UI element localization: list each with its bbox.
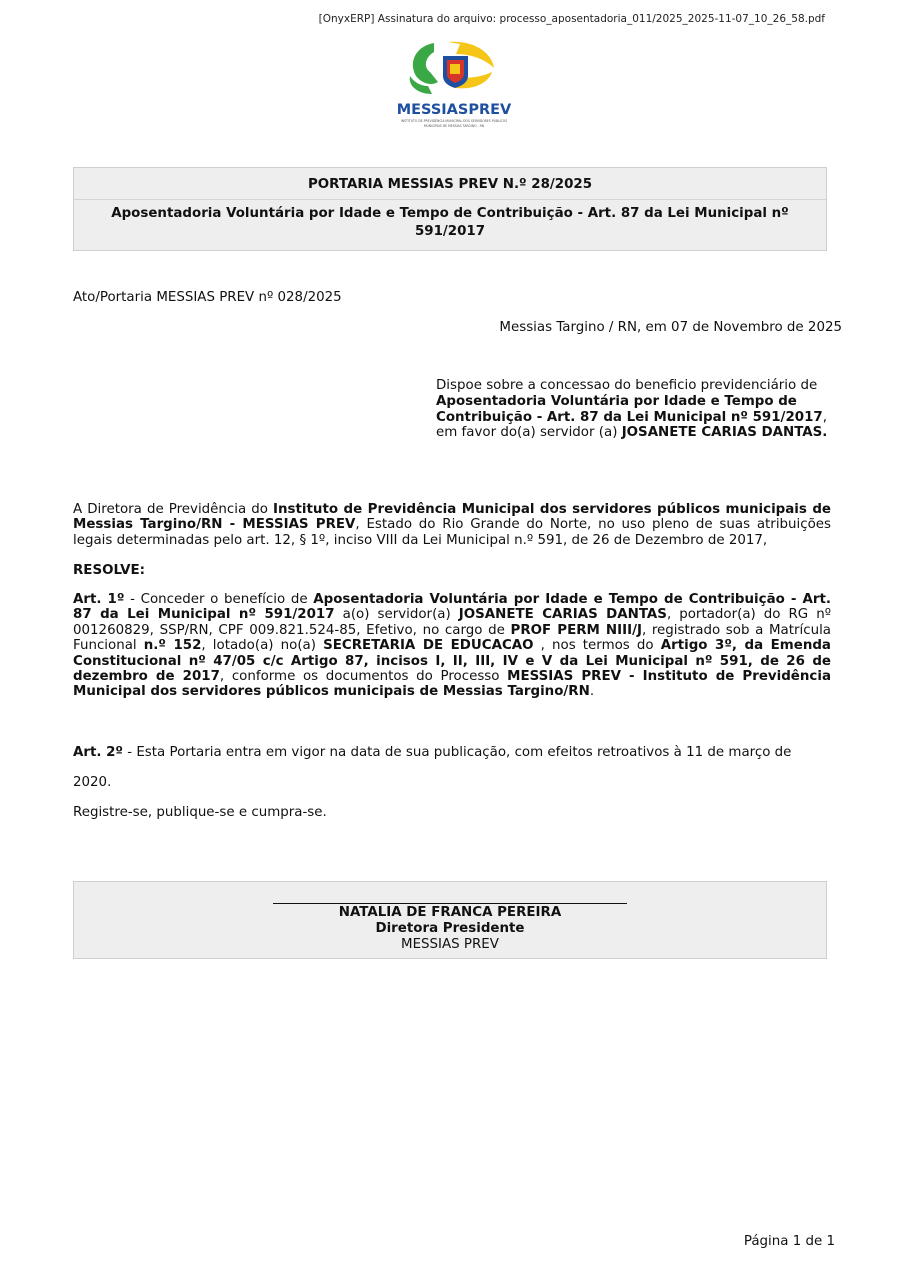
messiasprev-logo (388, 38, 520, 130)
logo-tagline-1: INSTITUTO DE PREVIDÊNCIA MUNICIPAL DOS SERVIDORES PÚBLICOS (400, 119, 508, 123)
portaria-subtitle (74, 200, 826, 250)
resolve-heading: RESOLVE: (73, 563, 146, 578)
article-1-text: , registrado sob a Matrícula Funcional (73, 622, 832, 654)
preamble-text: A Diretora de Previdência do (73, 502, 268, 517)
ementa-text: , em favor do(a) servidor (a) (436, 409, 827, 441)
article-1-servant-name: JOSANETE CARIAS DANTAS (458, 607, 667, 623)
article-1-label: Art. 1º (73, 592, 125, 607)
ementa-servant-name: JOSANETE CARIAS DANTAS. (621, 425, 828, 441)
article-1-text: , portador(a) do RG nº 001260829, SSP/RN, CPF 009.821.524-85, Efetivo, no cargo de (73, 607, 832, 638)
signature-block (73, 881, 827, 959)
preamble-text: , Estado do Rio Grande do Norte, no uso pleno de suas atribuições legais determinadas pelo art. 12, § 1º, inciso VIII da Lei Municipal n.º 591, de 26 de Dezembro de 2017, (73, 517, 832, 548)
article-2-year: 2020. (73, 775, 112, 790)
article-1-position: PROF PERM NIII/J (510, 622, 642, 638)
article-1 (73, 592, 831, 700)
article-1-text: a(o) servidor(a) (342, 607, 451, 623)
article-1-legal-basis: Artigo 3º, da Emenda Constitucional nº 47/05 c/c Artigo 87, incisos I, II, III, IV e V da Lei Municipal nº 591, de 26 de dezembro de 2017 (73, 638, 831, 685)
article-1-text: , conforme os documentos do Processo (219, 669, 500, 685)
article-1-department: SECRETARIA DE EDUCACAO (323, 638, 534, 654)
portaria-header (73, 167, 827, 251)
closing-formula: Registre-se, publique-se e cumpra-se. (73, 805, 327, 820)
ementa-text: Dispoe sobre a concessao do beneficio previdenciário de (436, 378, 818, 393)
preamble-institute: Instituto de Previdência Municipal dos servidores públicos municipais de Messias Targino/RN - MESSIAS PREV (73, 502, 831, 533)
article-1-text: . (589, 684, 595, 700)
logo-tagline-2: MUNICIPAIS DE MESSIAS TARGINO - RN (423, 124, 485, 128)
signatory-role: Diretora Presidente (375, 921, 525, 936)
article-1-text: - Conceder o benefício de (124, 592, 308, 607)
signature-line (273, 903, 627, 904)
portaria-title: PORTARIA MESSIAS PREV N.º 28/2025 (74, 168, 826, 200)
place-date: Messias Targino / RN, em 07 de Novembro de 2025 (499, 320, 842, 335)
article-2 (73, 745, 791, 760)
act-reference: Ato/Portaria MESSIAS PREV nº 028/2025 (73, 290, 342, 305)
article-1-text: , lotado(a) no(a) (201, 638, 316, 654)
file-signature-stamp: [OnyxERP] Assinatura do arquivo: processo_aposentadoria_011/2025_2025-11-07_10_26_58.pdf (318, 13, 825, 25)
signatory-organization: MESSIAS PREV (401, 937, 499, 952)
article-1-registration: n.º 152 (143, 638, 202, 654)
article-1-benefit: Aposentadoria Voluntária por Idade e Tempo de Contribuição - Art. 87 da Lei Municipal nº 591/2017 (73, 592, 831, 623)
page-number: Página 1 de 1 (743, 1234, 835, 1249)
article-2-text: - Esta Portaria entra em vigor na data de sua publicação, com efeitos retroativos à 11 de março de (123, 745, 792, 760)
portaria-subtitle-line-1: Aposentadoria Voluntária por Idade e Tempo de Contribuição - Art. 87 da Lei Municipal nº (111, 206, 789, 221)
article-1-process: MESSIAS PREV - Instituto de Previdência Municipal dos servidores públicos municipais de Messias Targino/RN (73, 669, 831, 700)
preamble (73, 502, 831, 548)
ementa (436, 378, 836, 441)
article-1-text: , nos termos do (533, 638, 654, 654)
article-2-label: Art. 2º (73, 745, 123, 760)
logo-wordmark: MESSIASPREV (396, 102, 512, 118)
ementa-benefit: Aposentadoria Voluntária por Idade e Tempo de Contribuição - Art. 87 da Lei Municipal nº 591/2017 (436, 393, 823, 425)
signatory-name: NATALIA DE FRANCA PEREIRA (338, 905, 562, 920)
portaria-subtitle-line-2: 591/2017 (414, 224, 486, 239)
